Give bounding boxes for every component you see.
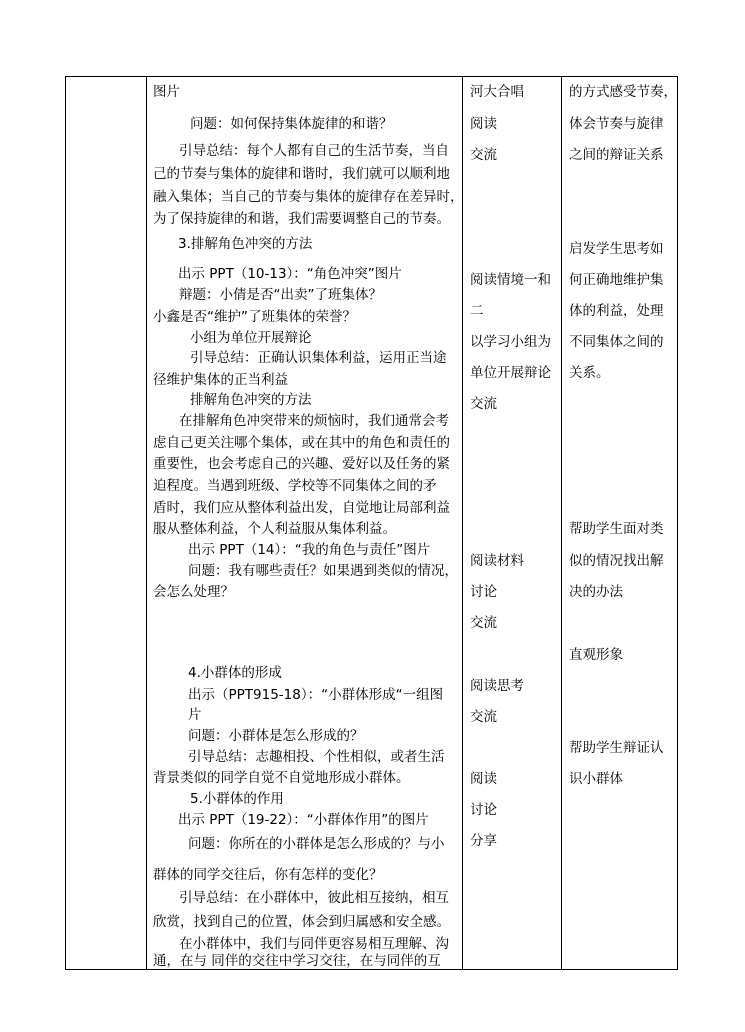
question-line: 群体的同学交往后，你有怎样的变化？: [153, 867, 383, 883]
paragraph-line: 通，在与 同伴的交往中学习交往，在与同伴的互: [153, 953, 441, 969]
student-activity-line: 交流: [470, 615, 497, 631]
design-intent-line: 关系。: [569, 365, 610, 381]
student-activity-line: 阅读情境一和: [470, 272, 551, 288]
design-intent-line: 帮助学生面对类: [569, 521, 664, 537]
student-activity-line: 以学习小组为: [470, 334, 551, 350]
student-activity-line: 阅读: [470, 116, 497, 132]
design-intent-line: 启发学生思考如: [569, 241, 664, 257]
paragraph-line: 迫程度。当遇到班级、学校等不同集体之间的矛: [153, 478, 437, 494]
design-intent-line: 体会节奏与旋律: [569, 116, 664, 132]
student-activity-line: 阅读材料: [470, 553, 524, 569]
debate-line: 小鑫是否“维护”了班集体的荣誉？: [153, 309, 356, 325]
student-activity-line: 单位开展辩论: [470, 365, 551, 381]
summary-line: 引导总结：志趣相投、个性相似，或者生活: [188, 749, 445, 765]
ppt-line: 片: [188, 707, 202, 723]
student-activity-line: 河大合唱: [470, 84, 524, 100]
student-activity-line: 讨论: [470, 802, 497, 818]
student-activity-line: 讨论: [470, 584, 497, 600]
summary-line: 引导总结：正确认识集体利益，运用正当途: [190, 350, 447, 366]
question-line: 问题：我有哪些责任？如果遇到类似的情况，: [188, 563, 458, 579]
student-activity-line: 二: [470, 303, 484, 319]
question-line: 会怎么处理？: [153, 584, 234, 600]
paragraph-line: 服从整体利益，个人利益服从集体利益。: [153, 521, 396, 537]
paragraph-line: 盾时，我们应从整体利益出发，自觉地让局部利益: [153, 500, 450, 516]
design-intent-line: 帮助学生辩证认: [569, 740, 664, 756]
summary-line: 融入集体；当自己的节奏与集体的旋律存在差异时，: [153, 189, 464, 205]
section-heading: 4.小群体的形成: [188, 665, 282, 681]
ppt-line: 出示 PPT（19-22）：“小群体作用”的图片: [178, 812, 429, 828]
summary-line: 为了保持旋律的和谐，我们需要调整自己的节奏。: [153, 211, 450, 227]
summary-line: 径维护集体的正当利益: [153, 372, 288, 388]
debate-line: 辩题：小倩是否“出卖”了班集体？: [179, 287, 382, 303]
column-divider: [561, 77, 562, 969]
lesson-table: [65, 76, 678, 970]
summary-line: 引导总结：在小群体中，彼此相互接纳，相互: [179, 890, 449, 906]
design-intent-line: 之间的辩证关系: [569, 147, 664, 163]
student-activity-line: 交流: [470, 709, 497, 725]
ppt-line: 出示 PPT（10-13）：“角色冲突”图片: [178, 266, 402, 282]
ppt-line: 出示（PPT915-18）：“小群体形成“一组图: [188, 687, 444, 703]
column-divider: [146, 77, 147, 969]
question-line: 问题：小群体是怎么形成的？: [188, 728, 364, 744]
design-intent-line: 直观形象: [569, 647, 623, 663]
paragraph-line: 虑自己更关注哪个集体，或在其中的角色和责任的: [153, 435, 450, 451]
paragraph-line: 在排解角色冲突带来的烦恼时，我们通常会考: [179, 413, 449, 429]
design-intent-line: 似的情况找出解: [569, 553, 664, 569]
summary-line: 引导总结：每个人都有自己的生活节奏，当自: [179, 143, 449, 159]
design-intent-line: 决的办法: [569, 584, 623, 600]
paragraph-line: 在小群体中，我们与同伴更容易相互理解、沟: [179, 936, 449, 952]
student-activity-line: 分享: [470, 833, 497, 849]
teacher-activity-line: 图片: [153, 84, 180, 100]
summary-line: 欣赏，找到自己的位置，体会到归属感和安全感。: [153, 914, 450, 930]
summary-line: 背景类似的同学自觉不自觉地形成小群体。: [153, 770, 410, 786]
design-intent-line: 识小群体: [569, 771, 623, 787]
question-line: 问题：你所在的小群体是怎么形成的？与小: [188, 836, 445, 852]
section-heading: 5.小群体的作用: [190, 791, 284, 807]
section-heading: 3.排解角色冲突的方法: [178, 236, 313, 252]
paragraph-line: 重要性，也会考虑自己的兴趣、爱好以及任务的紧: [153, 456, 450, 472]
subheading-line: 排解角色冲突的方法: [190, 392, 312, 408]
design-intent-line: 的方式感受节奏，: [569, 84, 677, 100]
design-intent-line: 不同集体之间的: [569, 334, 664, 350]
summary-line: 己的节奏与集体的旋律和谐时，我们就可以顺利地: [153, 166, 450, 182]
student-activity-line: 交流: [470, 396, 497, 412]
student-activity-line: 阅读: [470, 771, 497, 787]
student-activity-line: 阅读思考: [470, 678, 524, 694]
student-activity-line: 交流: [470, 147, 497, 163]
question-line: 问题：如何保持集体旋律的和谐？: [190, 116, 393, 132]
activity-line: 小组为单位开展辩论: [190, 330, 312, 346]
column-divider: [462, 77, 463, 969]
design-intent-line: 何正确地维护集: [569, 272, 664, 288]
design-intent-line: 体的利益，处理: [569, 303, 664, 319]
ppt-line: 出示 PPT（14）：“我的角色与责任”图片: [188, 542, 431, 558]
